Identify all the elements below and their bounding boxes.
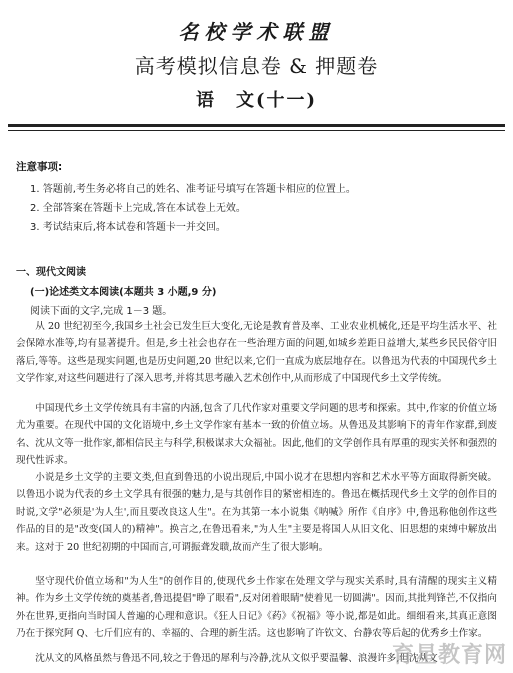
notice-item: 3. 考试结束后,将本试卷和答题卡一并交回。 xyxy=(30,222,226,233)
brand-title: 名校学术联盟 xyxy=(178,20,335,44)
notice-item: 1. 答题前,考生务必将自己的姓名、准考证号填写在答题卡相应的位置上。 xyxy=(30,184,356,195)
passage-paragraph: 中国现代乡土文学传统具有丰富的内涵,包含了几代作家对重要文学问题的思考和探索。其中,作家的价值立场尤为重要。在现代中国的文化语境中,乡土文学作家有基本一致的价值立场。从鲁迅及其影响下的青年作家群,到废名、沈从文等一批作家,都相信民主与科学,积极谋求大众福祉。因此,他们的文学创作具有厚重的现实关怀和强烈的现代性诉求。 xyxy=(16,403,497,467)
paper-title: 语 文(十一) xyxy=(195,90,318,111)
header-rule-thick xyxy=(8,124,505,127)
section-title: 一、现代文阅读 xyxy=(16,267,86,278)
notice-item: 2. 全部答案在答题卡上完成,答在本试卷上无效。 xyxy=(30,203,246,214)
passage-paragraph: 从 20 世纪初至今,我国乡土社会已发生巨大变化,无论是教育普及率、工业农业机械化,还是平均生活水平、社会保障水准等,均有显著提升。但是,乡土社会也存在一些治理方面的问题,如城乡差距日益增大,某些乡民民俗守旧落后,等等。这些是现实问题,也是历史问题,20 世纪以来,它们一直成为底层地存在。以鲁迅为代表的中国现代乡土文学作家,对这些问题进行了深入思考,并将其思考融入艺术创作中,从而形成了中国现代乡土文学传统。 xyxy=(16,321,497,385)
passage-paragraph: 小说是乡土文学的主要文类,但直到鲁迅的小说出现后,中国小说才在思想内容和艺术水平等方面取得新突破。以鲁迅小说为代表的乡土文学具有很强的魅力,是与其创作目的紧密相连的。鲁迅在概括现代乡土文学的创作目的时说,文学"必须是'为人生',而且要改良这人生"。在为其第一本小说集《呐喊》所作《自序》中,鲁迅称他创作这些作品的目的是"改变(国人的)精神"。换言之,在鲁迅看来,"为人生"主要是将国人从旧文化、旧思想的束缚中解放出来。这对于 20 世纪初期的中国而言,可谓振聋发聩,故而产生了很大影响。 xyxy=(16,472,497,553)
notice-heading: 注意事项: xyxy=(16,161,63,173)
watermark-logo: 育星教育网 xyxy=(391,643,507,668)
passage-paragraph: 坚守现代价值立场和"为人生"的创作目的,使现代乡土作家在处理文学与现实关系时,具有清醒的现实主义精神。作为乡土文学传统的奠基者,鲁迅提倡"睁了眼看",反对闭着眼睛"使着见一切圆满"。因而,其批判锋芒,不仅指向外在世界,更指向当时国人普遍的心理和意识。《狂人日记》《药》《祝福》等小说,都是如此。细细看来,其真正意图乃在于探究阿 Q、七斤们应有的、幸福的、合理的新生活。这也影响了许钦文、台静农等后起的优秀乡土作家。 xyxy=(16,576,497,640)
subsection-title: (一)论述类文本阅读(本题共 3 小题,9 分) xyxy=(30,287,217,298)
reading-instruction: 阅读下面的文字,完成 1－3 题。 xyxy=(30,306,173,317)
exam-subtitle: 高考模拟信息卷 & 押题卷 xyxy=(134,54,379,78)
header-rule-thin xyxy=(8,130,505,131)
passage-paragraph: 沈从文的风格虽然与鲁迅不同,较之于鲁迅的犀利与冷静,沈从文似乎要温馨、浪漫许多,但沈从文 xyxy=(35,653,438,664)
